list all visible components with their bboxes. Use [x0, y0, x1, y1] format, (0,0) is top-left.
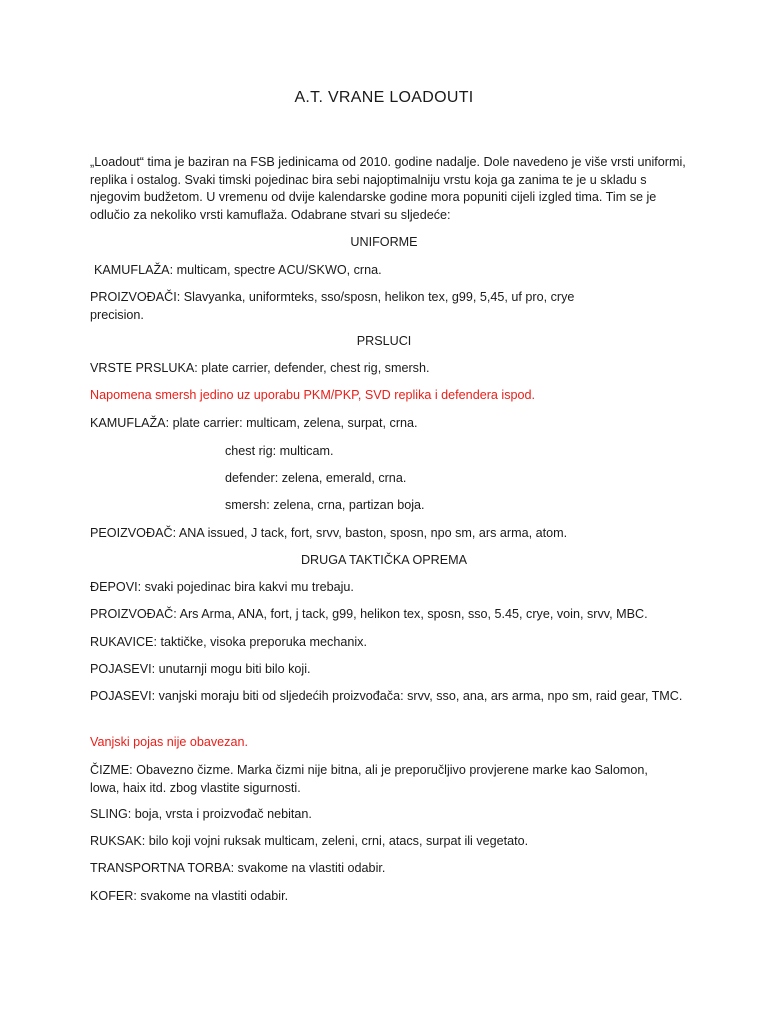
uniforme-proizvodaci: PROIZVOĐAČI: Slavyanka, uniformteks, sso/sposn, helikon tex, g99, 5,45, uf pro, crye precision.: [90, 290, 575, 322]
prsluci-proizvodac: PEOIZVOĐAČ: ANA issued, J tack, fort, srvv, baston, sposn, npo sm, ars arma, atom.: [90, 526, 568, 540]
druga-rukavice: RUKAVICE: taktičke, visoka preporuka mechanix.: [90, 635, 367, 649]
prsluci-chest-rig: chest rig: multicam.: [225, 444, 334, 458]
uniforme-kamuflaza: KAMUFLAŽA: multicam, spectre ACU/SKWO, crna.: [94, 263, 382, 277]
heading-uniforme: UNIFORME: [350, 235, 418, 249]
prsluci-napomena: Napomena smersh jedino uz uporabu PKM/PKP, SVD replika i defendera ispod.: [90, 388, 535, 402]
druga-cizme: ČIZME: Obavezno čizme. Marka čizmi nije bitna, ali je preporučljivo provjerene marke kao Salomon, lowa, haix itd. zbog vlastite sigurnosti.: [90, 763, 648, 795]
druga-proizvodac: PROIZVOĐAČ: Ars Arma, ANA, fort, j tack, g99, helikon tex, sposn, sso, 5.45, crye, voin, srvv, MBC.: [90, 607, 648, 621]
heading-druga-oprema: DRUGA TAKTIČKA OPREMA: [300, 553, 468, 567]
druga-sling: SLING: boja, vrsta i proizvođač nebitan.: [90, 807, 312, 821]
intro-paragraph: „Loadout“ tima je baziran na FSB jedinicama od 2010. godine nadalje. Dole navedeno je više vrsti uniformi, replika i ostalog. Svaki timski pojedinac bira sebi najoptimalniju vrstu koja ga zanima te je u skladu s njegovim budžetom. U vremenu od dvije kalendarske godine mora popuniti cijeli izgled tima. Tim se je odlučio za nekoliko vrsti kamuflaža. Odabrane stvari su sljedeće:: [90, 155, 686, 222]
prsluci-smersh: smersh: zelena, crna, partizan boja.: [225, 498, 425, 512]
druga-pojasevi-unutarnji: POJASEVI: unutarnji mogu biti bilo koji.: [90, 662, 311, 676]
druga-pojasevi-vanjski: POJASEVI: vanjski moraju biti od sljedećih proizvođača: srvv, sso, ana, ars arma, npo sm, raid gear, TMC.: [90, 689, 683, 703]
druga-ruksak: RUKSAK: bilo koji vojni ruksak multicam, zeleni, crni, atacs, surpat ili vegetato.: [90, 834, 529, 848]
prsluci-vrste: VRSTE PRSLUKA: plate carrier, defender, chest rig, smersh.: [90, 361, 430, 375]
druga-depovi: ĐEPOVI: svaki pojedinac bira kakvi mu trebaju.: [90, 580, 354, 594]
druga-vanjski-napomena: Vanjski pojas nije obavezan.: [90, 735, 248, 749]
prsluci-kamuflaza: KAMUFLAŽA: plate carrier: multicam, zelena, surpat, crna.: [90, 416, 418, 430]
druga-kofer: KOFER: svakome na vlastiti odabir.: [90, 889, 289, 903]
document-title: A.T. VRANE LOADOUTI: [294, 89, 474, 106]
prsluci-defender: defender: zelena, emerald, crna.: [225, 471, 407, 485]
heading-prsluci: PRSLUCI: [356, 334, 412, 348]
druga-transportna-torba: TRANSPORTNA TORBA: svakome na vlastiti odabir.: [90, 861, 386, 875]
